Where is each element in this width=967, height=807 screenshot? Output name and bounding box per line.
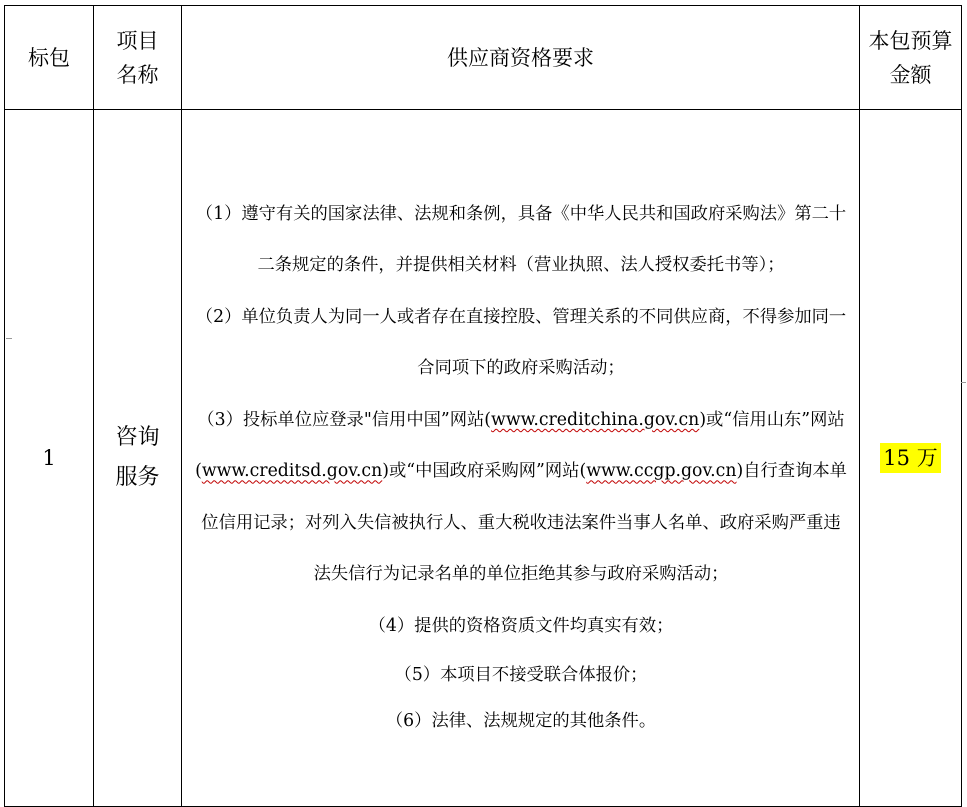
- requirement-item-4: （4）提供的资格资质文件均真实有效；: [368, 615, 674, 636]
- header-requirements-label: 供应商资格要求: [447, 45, 594, 70]
- table-row: [5, 110, 962, 807]
- requirements-list: [182, 172, 859, 745]
- header-requirements: [182, 6, 860, 110]
- header-project-name-label: 项目名称: [116, 28, 159, 87]
- requirement-item-5: （5）本项目不接受联合体报价；: [394, 665, 648, 686]
- right-edge-mark: [961, 382, 966, 383]
- cell-budget: [860, 110, 962, 807]
- left-edge-mark: [6, 338, 12, 339]
- package-number: 1: [42, 446, 56, 470]
- budget-amount: 15 万: [880, 443, 940, 473]
- requirement-item-2: （2）单位负责人为同一人或者存在直接控股、管理关系的不同供应商，不得参加同一合同项下的政府采购活动；: [195, 306, 847, 379]
- requirement-item-3-text-1: （3）投标单位应登录"信用中国”网站(: [197, 409, 492, 430]
- cell-package-number: [5, 110, 94, 807]
- header-package-label: 标包: [28, 45, 70, 70]
- requirement-item-1: （1）遵守有关的国家法律、法规和条例，具备《中华人民共和国政府采购法》第二十二条规定的条件，并提供相关材料（营业执照、法人授权委托书等）；: [195, 203, 847, 276]
- header-project-name: [94, 6, 182, 110]
- requirement-item-6: （6）法律、法规规定的其他条件。: [385, 711, 657, 732]
- cell-project-name: [94, 110, 182, 807]
- project-name: 咨询服务: [115, 425, 160, 490]
- url-ccgp: www.ccgp.gov.cn: [586, 461, 737, 482]
- requirement-item-3: [193, 395, 849, 601]
- header-budget: [860, 6, 962, 110]
- requirement-item-3-text-2: )或“信用山东”网站(: [195, 409, 845, 482]
- requirement-item-3-text-3: )或“中国政府采购网”网站(: [382, 461, 587, 482]
- cell-requirements: [182, 110, 860, 807]
- requirement-item-3-text-4: )自行查询本单位信用记录；对列入失信被执行人、重大税收违法案件当事人名单、政府采购严重违法失信行为记录名单的单位拒绝其参与政府采购活动；: [201, 461, 847, 585]
- url-creditsd: www.creditsd.gov.cn: [201, 461, 383, 482]
- header-budget-label: 本包预算金额: [868, 28, 953, 87]
- url-creditchina: www.creditchina.gov.cn: [491, 409, 700, 430]
- supplier-requirements-table: [4, 5, 962, 807]
- header-package: [5, 6, 94, 110]
- table-header-row: [5, 6, 962, 110]
